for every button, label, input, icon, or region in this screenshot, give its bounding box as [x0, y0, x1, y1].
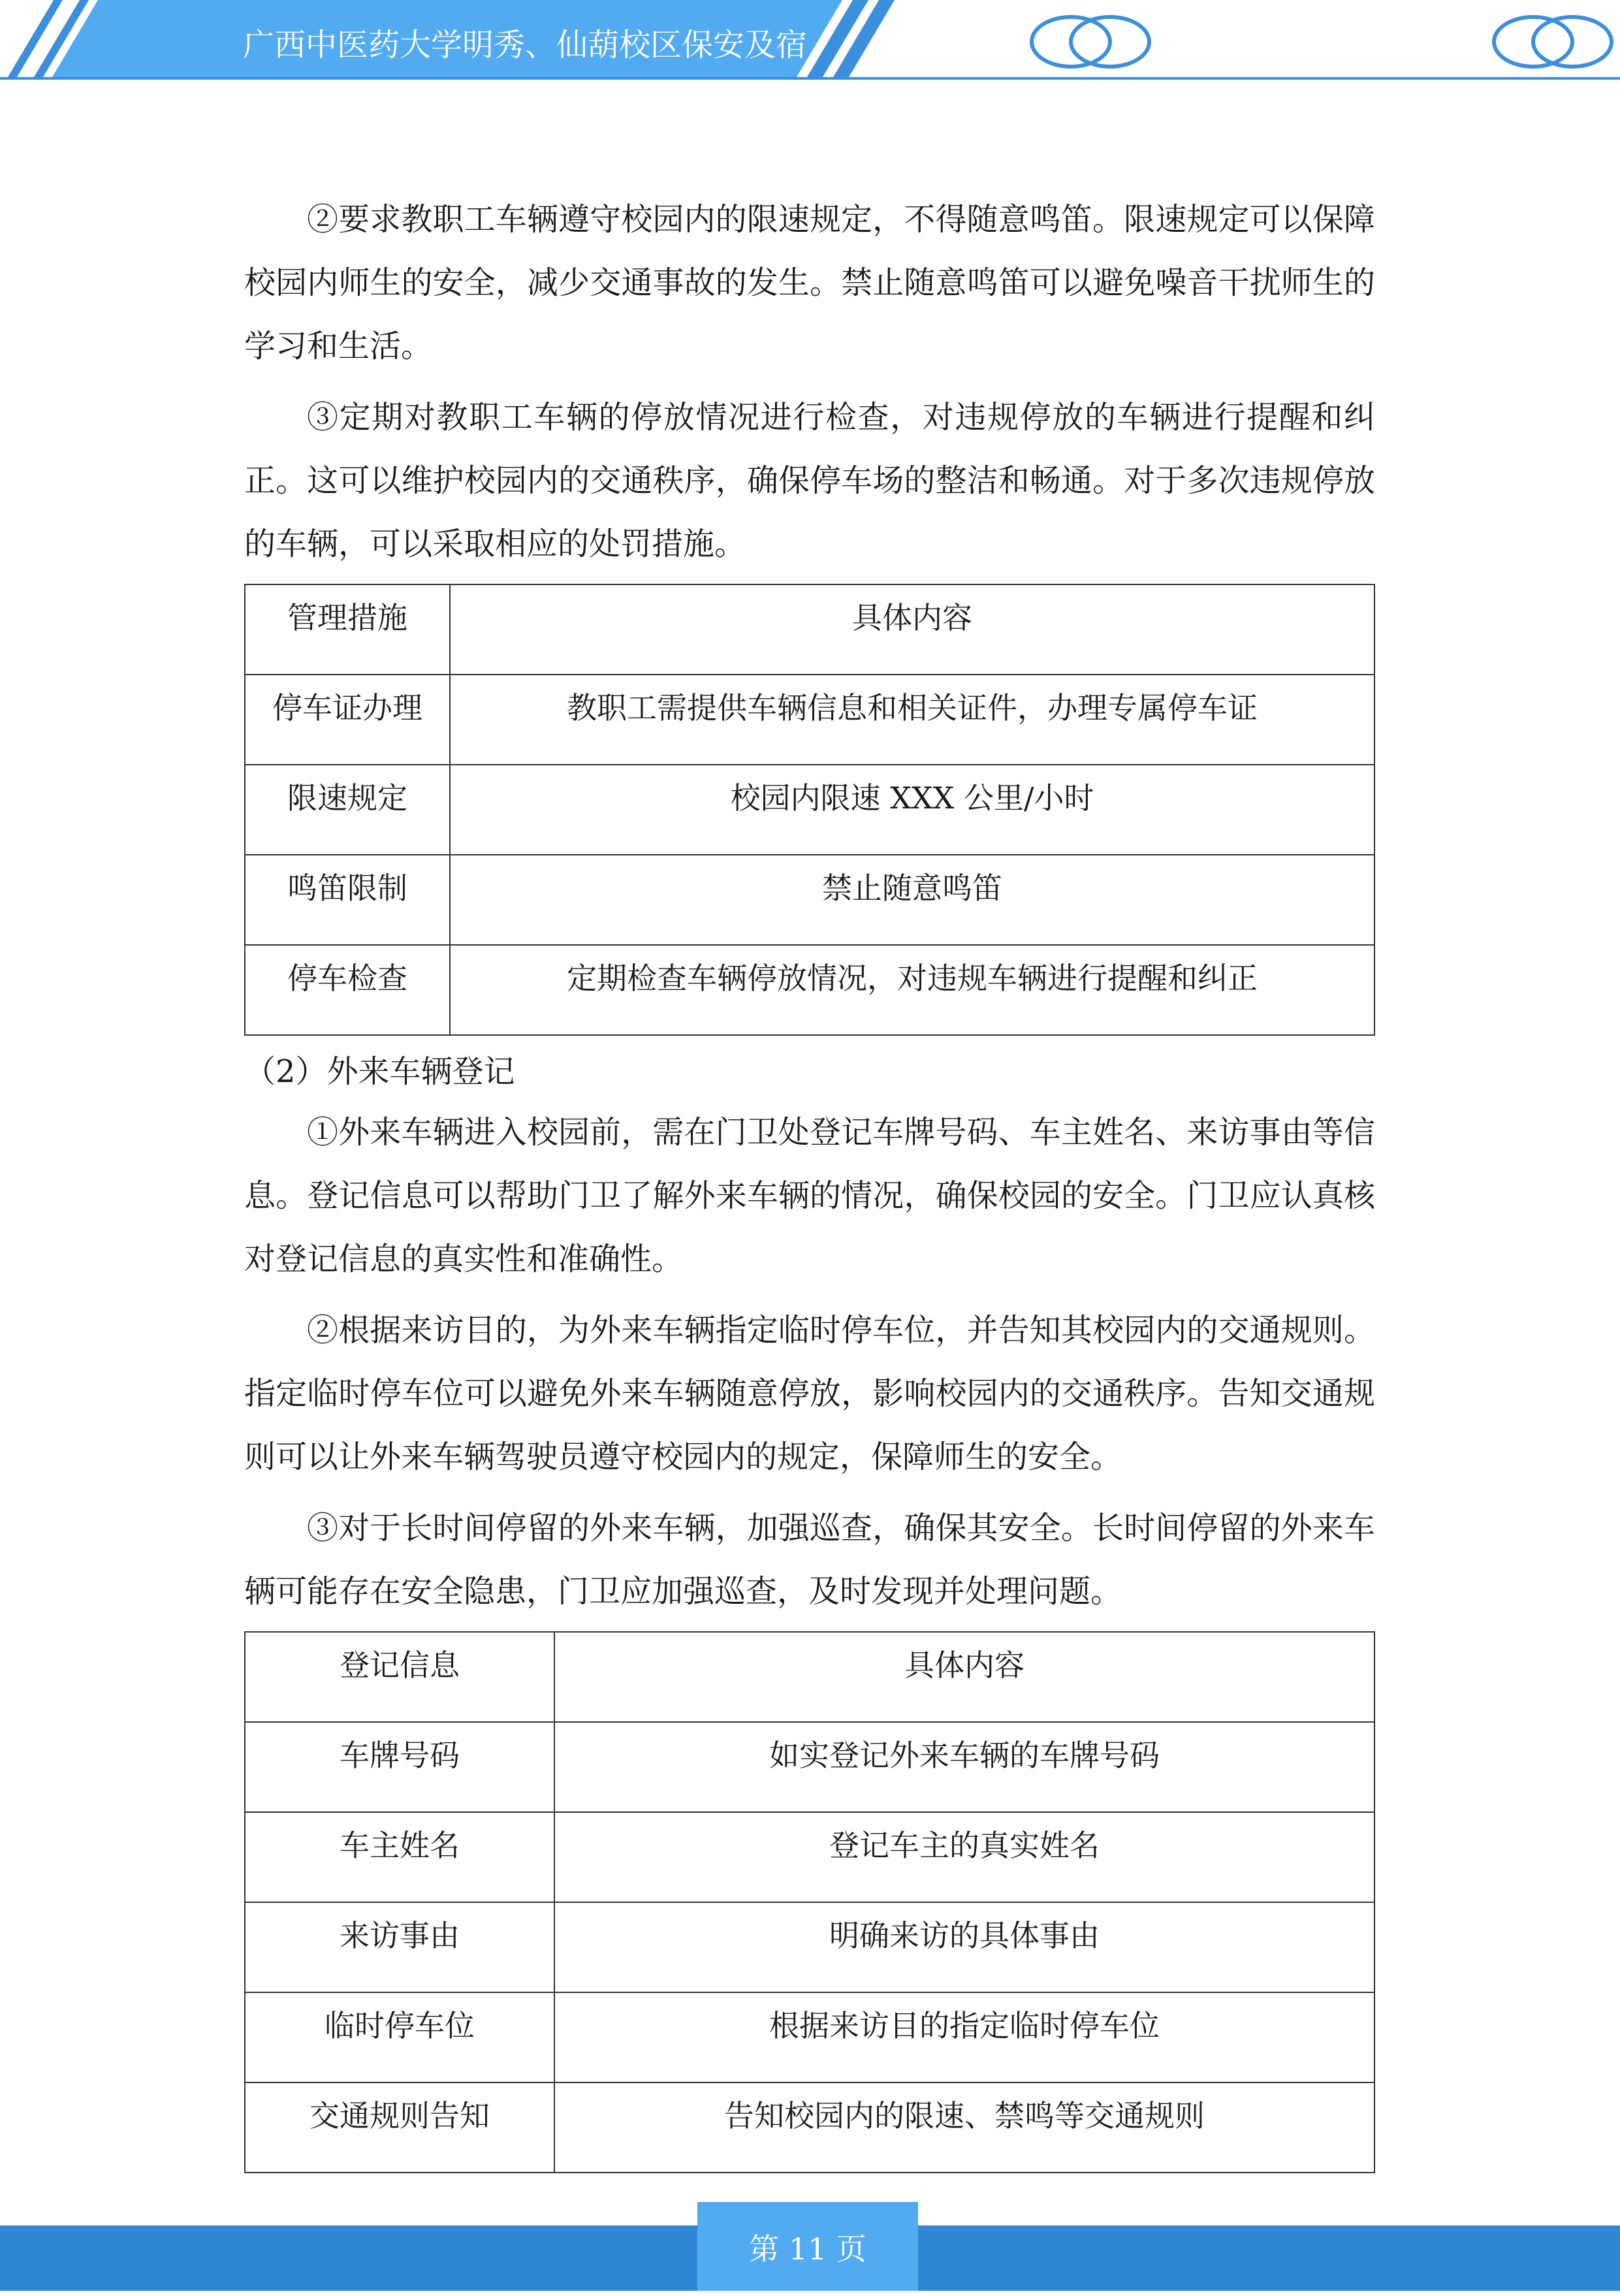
header-stripe-1 [8, 0, 63, 77]
header-rings-right-icon [1494, 17, 1612, 67]
table-header-cell: 登记信息 [245, 1632, 554, 1722]
table-cell: 教职工需提供车辆信息和相关证件，办理专属停车证 [450, 675, 1374, 765]
table-cell: 明确来访的具体事由 [554, 1902, 1374, 1992]
table-row [245, 855, 1374, 945]
table-cell: 禁止随意鸣笛 [450, 855, 1374, 945]
paragraph-registration: ①外来车辆进入校园前，需在门卫处登记车牌号码、车主姓名、来访事由等信息。登记信息可以帮助门卫了解外来车辆的情况，确保校园的安全。门卫应认真核对登记信息的真实性和准确性。 [244, 1114, 1375, 1277]
table-header-cell: 管理措施 [245, 584, 450, 675]
paragraph-speed-limit: ②要求教职工车辆遵守校园内的限速规定，不得随意鸣笛。限速规定可以保障校园内师生的安全，减少交通事故的发生。禁止随意鸣笛可以避免噪音干扰师生的学习和生活。 [244, 201, 1375, 364]
paragraph-parking-check: ③定期对教职工车辆的停放情况进行检查，对违规停放的车辆进行提醒和纠正。这可以维护校园内的交通秩序，确保停车场的整洁和畅通。对于多次违规停放的车辆，可以采取相应的处罚措施。 [244, 399, 1375, 562]
table-cell: 停车检查 [245, 945, 450, 1035]
table-cell: 限速规定 [245, 765, 450, 855]
table-header-cell: 具体内容 [554, 1632, 1374, 1722]
table-row [245, 765, 1374, 855]
staff-vehicle-table [244, 584, 1375, 1036]
table-row [245, 1902, 1374, 1992]
table-row [245, 1812, 1374, 1902]
header-title: 广西中医药大学明秀、仙葫校区保安及宿 [243, 27, 808, 63]
paragraph-patrol: ③对于长时间停留的外来车辆，加强巡查，确保其安全。长时间停留的外来车辆可能存在安全隐患，门卫应加强巡查，及时发现并处理问题。 [244, 1510, 1375, 1610]
table-cell: 车牌号码 [245, 1722, 554, 1812]
paragraph-temp-parking: ②根据来访目的，为外来车辆指定临时停车位，并告知其校园内的交通规则。指定临时停车位可以避免外来车辆随意停放，影响校园内的交通秩序。告知交通规则可以让外来车辆驾驶员遵守校园内的规定，保障师生的安全。 [244, 1312, 1375, 1475]
table-cell: 来访事由 [245, 1902, 554, 1992]
table-header-row [245, 584, 1374, 675]
table-cell: 交通规则告知 [245, 2082, 554, 2173]
table-cell: 如实登记外来车辆的车牌号码 [554, 1722, 1374, 1812]
table-cell: 告知校园内的限速、禁鸣等交通规则 [554, 2082, 1374, 2173]
visitor-vehicle-table [244, 1631, 1375, 2173]
header-rings-center-icon [1032, 17, 1149, 67]
section-subheading: （2）外来车辆登记 [244, 1053, 515, 1090]
table-cell: 校园内限速 XXX 公里/小时 [450, 765, 1374, 855]
table-cell: 鸣笛限制 [245, 855, 450, 945]
table-header-row [245, 1632, 1374, 1722]
table-row [245, 945, 1374, 1035]
table-row [245, 1992, 1374, 2082]
page-number: 第 11 页 [697, 2202, 918, 2291]
table-row [245, 2082, 1374, 2173]
table-row [245, 675, 1374, 765]
table-row [245, 1722, 1374, 1812]
table-cell: 定期检查车辆停放情况，对违规车辆进行提醒和纠正 [450, 945, 1374, 1035]
table-cell: 车主姓名 [245, 1812, 554, 1902]
table-cell: 停车证办理 [245, 675, 450, 765]
table-header-cell: 具体内容 [450, 584, 1374, 675]
table-cell: 登记车主的真实姓名 [554, 1812, 1374, 1902]
table-cell: 临时停车位 [245, 1992, 554, 2082]
table-cell: 根据来访目的指定临时停车位 [554, 1992, 1374, 2082]
page-header [0, 0, 1620, 85]
page-content [244, 188, 1375, 2186]
